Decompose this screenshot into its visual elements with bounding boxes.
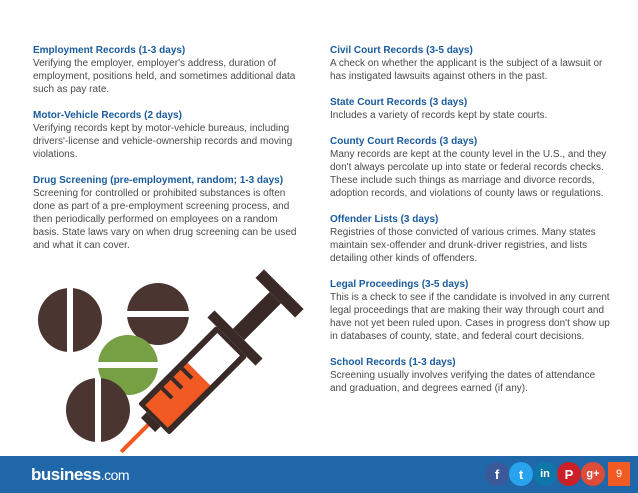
section-title: Motor-Vehicle Records (2 days)	[33, 110, 182, 121]
footer-bar	[0, 456, 638, 493]
section-title: Offender Lists (3 days)	[330, 214, 439, 225]
section-body: Verifying the employer, employer's address, duration of employment, positions held, and sometimes additional data such as pay rate.	[33, 58, 296, 95]
section-civil-court-records	[330, 44, 610, 83]
drug-illustration	[28, 262, 328, 462]
section-title: Civil Court Records (3-5 days)	[330, 45, 473, 56]
section-body: This is a check to see if the candidate is involved in any current legal proceedings that are making their way through court and have not yet been ruled upon. Cases in progress don't show up in databases of county, state, and federal court decisions.	[330, 292, 610, 342]
section-title: Employment Records (1-3 days)	[33, 45, 186, 56]
pinterest-icon[interactable]	[557, 462, 581, 486]
pill-icon	[66, 378, 130, 442]
facebook-glyph: f	[494, 466, 500, 482]
section-body: Verifying records kept by motor-vehicle bureaus, including drivers'-license and vehicle-ownership records and moving violations.	[33, 123, 293, 160]
section-motor-vehicle-records	[33, 109, 305, 161]
section-state-court-records	[330, 96, 610, 122]
section-title: School Records (1-3 days)	[330, 357, 456, 368]
section-title: State Court Records (3 days)	[330, 97, 468, 108]
section-title: County Court Records (3 days)	[330, 136, 478, 147]
google-plus-glyph: g+	[586, 468, 600, 480]
linkedin-glyph: in	[540, 468, 550, 480]
google-plus-icon[interactable]	[581, 462, 605, 486]
business-com-logo[interactable]	[31, 465, 129, 485]
section-body: Screening usually involves verifying the dates of attendance and graduation, and degrees earned (if any).	[330, 370, 596, 394]
logo-main: business	[31, 465, 101, 484]
right-column	[330, 44, 610, 408]
section-title: Drug Screening (pre-employment, random; 1-3 days)	[33, 175, 284, 186]
section-body: A check on whether the applicant is the subject of a lawsuit or has instigated lawsuits against others in the past.	[330, 58, 603, 82]
section-body: Includes a variety of records kept by state courts.	[330, 110, 548, 121]
pill-icon	[38, 288, 102, 352]
pinterest-glyph: P	[564, 466, 574, 482]
page-number: 9	[608, 462, 630, 486]
section-school-records	[330, 356, 610, 395]
left-column	[33, 44, 305, 265]
twitter-glyph: t	[518, 466, 524, 482]
twitter-icon[interactable]	[509, 462, 533, 486]
linkedin-icon[interactable]	[533, 462, 557, 486]
section-employment-records	[33, 44, 305, 96]
section-body: Registries of those convicted of various crimes. Many states maintain sex-offender and drunk-driver registries, and lists detailing other kinds of offenders.	[330, 227, 596, 264]
section-body: Many records are kept at the county level in the U.S., and they don't always percolate up into state or federal records checks. These include such things as marriage and divorce records, adoption records, and violations of county laws or regulations.	[330, 149, 607, 199]
logo-domain: .com	[100, 467, 130, 483]
section-body: Screening for controlled or prohibited substances is often done as part of a pre-employment screening process, and then periodically performed on employees on a random basis. State laws vary on when drug screening can be used and what it can cover.	[33, 188, 297, 251]
section-county-court-records	[330, 135, 610, 200]
section-legal-proceedings	[330, 278, 610, 343]
facebook-icon[interactable]	[485, 462, 509, 486]
section-offender-lists	[330, 213, 610, 265]
section-drug-screening	[33, 174, 305, 252]
section-title: Legal Proceedings (3-5 days)	[330, 279, 469, 290]
pill-icon	[127, 283, 189, 345]
